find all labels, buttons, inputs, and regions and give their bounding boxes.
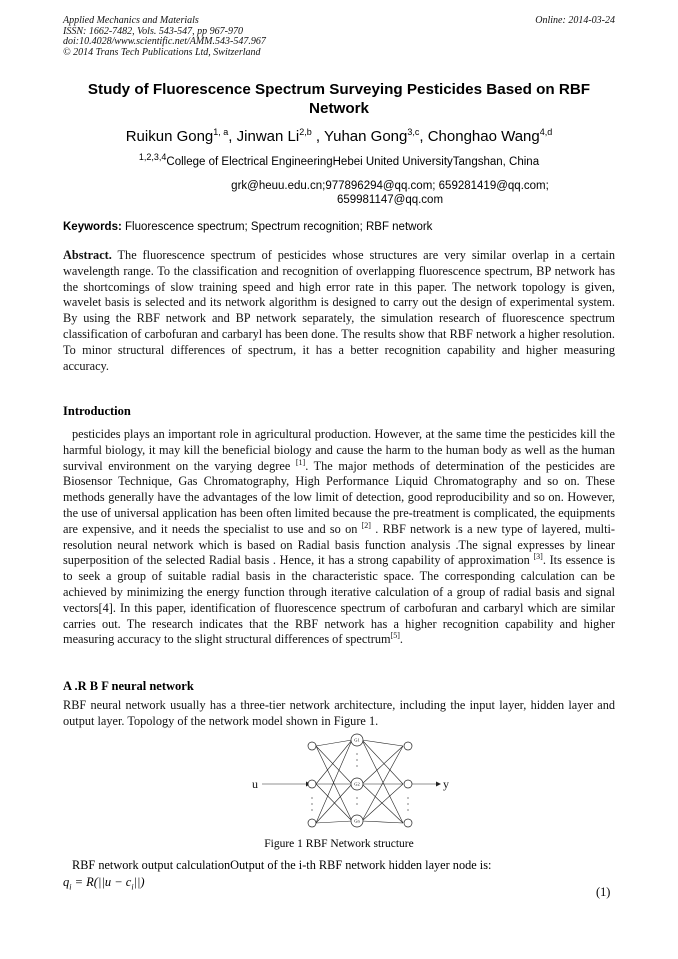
dot xyxy=(407,797,408,798)
rbf-network-diagram xyxy=(240,732,470,832)
dot xyxy=(356,765,357,766)
edge xyxy=(362,740,403,746)
keywords-label: Keywords: xyxy=(63,221,122,233)
output-label: y xyxy=(443,777,449,791)
output-arrow-head xyxy=(436,782,441,787)
abstract-label: Abstract. xyxy=(63,248,112,262)
edge xyxy=(316,740,352,784)
journal-header xyxy=(63,16,615,58)
edge xyxy=(362,740,403,784)
introduction-paragraph xyxy=(63,427,615,648)
eq-sub: i xyxy=(69,882,72,892)
eq-sub: i xyxy=(131,882,134,892)
eq-lhs: q xyxy=(63,875,70,889)
keywords-text: Fluorescence spectrum; Spectrum recognition; RBF network xyxy=(125,221,433,233)
output-node xyxy=(404,742,412,750)
edge xyxy=(362,740,403,823)
copyright-line: © 2014 Trans Tech Publications Ltd, Switzerland xyxy=(63,46,261,58)
intro-text: pesticides plays an important role in agricultural production. However, at the same time the pesticides kill the harmful biology, it may kill the beneficial biology and cause the harm to the human body as well as the human survival environment on the varying degree xyxy=(63,427,615,473)
author-name: Yuhan Gong xyxy=(323,128,408,145)
intro-text: . Its essence is to seek a group of suitable radial basis in the characteristic space. The corresponding calculation can be achieved by minimizing the energy function through iterative calculation of a group of radial basis and signal vectors[4]. In this paper, identification of fluorescence spectrum of carbofuran and carbaryl which are similar carries out. The research indicates that the RBF network has a higher recognition capability and higher measuring accuracy to the slight structural differences of spectrum xyxy=(63,553,616,647)
eq-rhs-end: ||) xyxy=(133,875,145,889)
input-node xyxy=(308,780,316,788)
citation-ref: [5] xyxy=(390,631,400,641)
affiliation-text: College of Electrical EngineeringHebei United UniversityTangshan, China xyxy=(166,156,540,168)
edge xyxy=(362,746,403,784)
author-emails xyxy=(200,179,580,207)
eq-rhs: = R(||u − c xyxy=(74,875,132,889)
output-node xyxy=(404,780,412,788)
author-name: Jinwan Li xyxy=(236,128,300,145)
email-line: 659981147@qq.com xyxy=(336,194,444,206)
intro-text: . The major methods of determination of the pesticides are Biosensor Technique, Gas Chromatography, High Performance Liquid Chromatography and so on. These methods generally have the advantages of the low limit of detection, good reproducibility and so on. However, the use of universal application has been often limited because the pre-treatment is complicated, the equipments are expensive, and it needs the specialist to use and so on xyxy=(63,458,615,536)
edge xyxy=(316,740,352,823)
hidden-node-label: G1 xyxy=(354,737,360,743)
author-affil-mark: 3,c xyxy=(407,127,420,137)
edge xyxy=(316,746,352,821)
edge xyxy=(362,821,403,823)
abstract xyxy=(63,248,615,374)
author-name: Ruikun Gong xyxy=(125,128,214,145)
abstract-text: The fluorescence spectrum of pesticides whose structures are very similar overlap in a certain wavelength range. To the classification and recognition of overlapping fluorescence spectrum, BP network has the shortcomings of slow training speed and high error rate in this paper. The network topology is given, wavelet basis is selected and its network algorithm is designed to carry out the design of experimental system. By using the RBF network and BP network separately, the simulation research of fluorescence spectrum classification of carbofuran and carbaryl has been done. The results show that RBF network a higher resolution. To minor structural differences of spectrum, it has a better recognition capability and higher measuring accuracy. xyxy=(63,248,615,373)
author-separator: , xyxy=(228,128,237,145)
dot xyxy=(407,803,408,804)
dot xyxy=(356,803,357,804)
issn-line: ISSN: 1662-7482, Vols. 543-547, pp 967-970 xyxy=(63,25,243,37)
author-list xyxy=(60,128,618,145)
journal-name: Applied Mechanics and Materials xyxy=(63,15,199,26)
rbf-paragraph: RBF neural network usually has a three-tier network architecture, including the input layer, hidden layer and output layer. Topology of the network model shown in Figure 1. xyxy=(63,698,615,728)
section-heading-rbf: A .R B F neural network xyxy=(63,679,194,693)
hidden-node-label: G2 xyxy=(354,781,360,787)
network-nodes xyxy=(308,734,412,827)
dot xyxy=(356,759,357,760)
citation-ref: [2] xyxy=(361,520,371,530)
paper-title: Study of Fluorescence Spectrum Surveying Pesticides Based on RBF Network xyxy=(87,81,591,117)
equation-number: (1) xyxy=(596,885,611,899)
intro-text: . RBF network is a new type of layered, multi-resolution neural network which is based on Radial basis function analysis .The signal expresses by linear superposition of the selected Radial basis . Hence, it has a strong capability of approximation xyxy=(63,521,616,568)
email-line: grk@heuu.edu.cn;977896294@qq.com; 659281419@qq.com; xyxy=(231,180,549,192)
affiliation xyxy=(60,152,618,168)
citation-ref: [3] xyxy=(533,552,543,562)
input-node xyxy=(308,819,316,827)
dot xyxy=(356,797,357,798)
online-date: Online: 2014-03-24 xyxy=(535,15,615,26)
output-node xyxy=(404,819,412,827)
author-separator: , xyxy=(311,128,324,145)
equation-1 xyxy=(63,875,145,892)
intro-text: . xyxy=(399,632,403,647)
input-label: u xyxy=(252,777,258,791)
dot xyxy=(407,809,408,810)
author-affil-mark: 2,b xyxy=(299,127,312,137)
author-separator: , xyxy=(419,128,428,145)
dot xyxy=(311,797,312,798)
figure-caption: Figure 1 RBF Network structure xyxy=(264,838,414,850)
edge xyxy=(316,740,352,746)
author-name: Chonghao Wang xyxy=(427,128,540,145)
section-heading-introduction: Introduction xyxy=(63,404,131,418)
affiliation-mark: 1,2,3,4 xyxy=(138,152,167,163)
output-calc-text: RBF network output calculationOutput of the i-th RBF network hidden layer node is: xyxy=(72,858,492,872)
dot xyxy=(311,803,312,804)
author-affil-mark: 1, a xyxy=(213,127,229,137)
edge xyxy=(362,746,403,821)
doi-line: doi:10.4028/www.scientific.net/AMM.543-547.967 xyxy=(63,36,266,47)
edge xyxy=(316,821,352,823)
hidden-node-label: Gn xyxy=(354,818,360,824)
author-affil-mark: 4,d xyxy=(539,127,553,137)
dot xyxy=(356,753,357,754)
keywords xyxy=(63,221,615,233)
dot xyxy=(311,809,312,810)
citation-ref: [1] xyxy=(295,457,306,467)
input-node xyxy=(308,742,316,750)
